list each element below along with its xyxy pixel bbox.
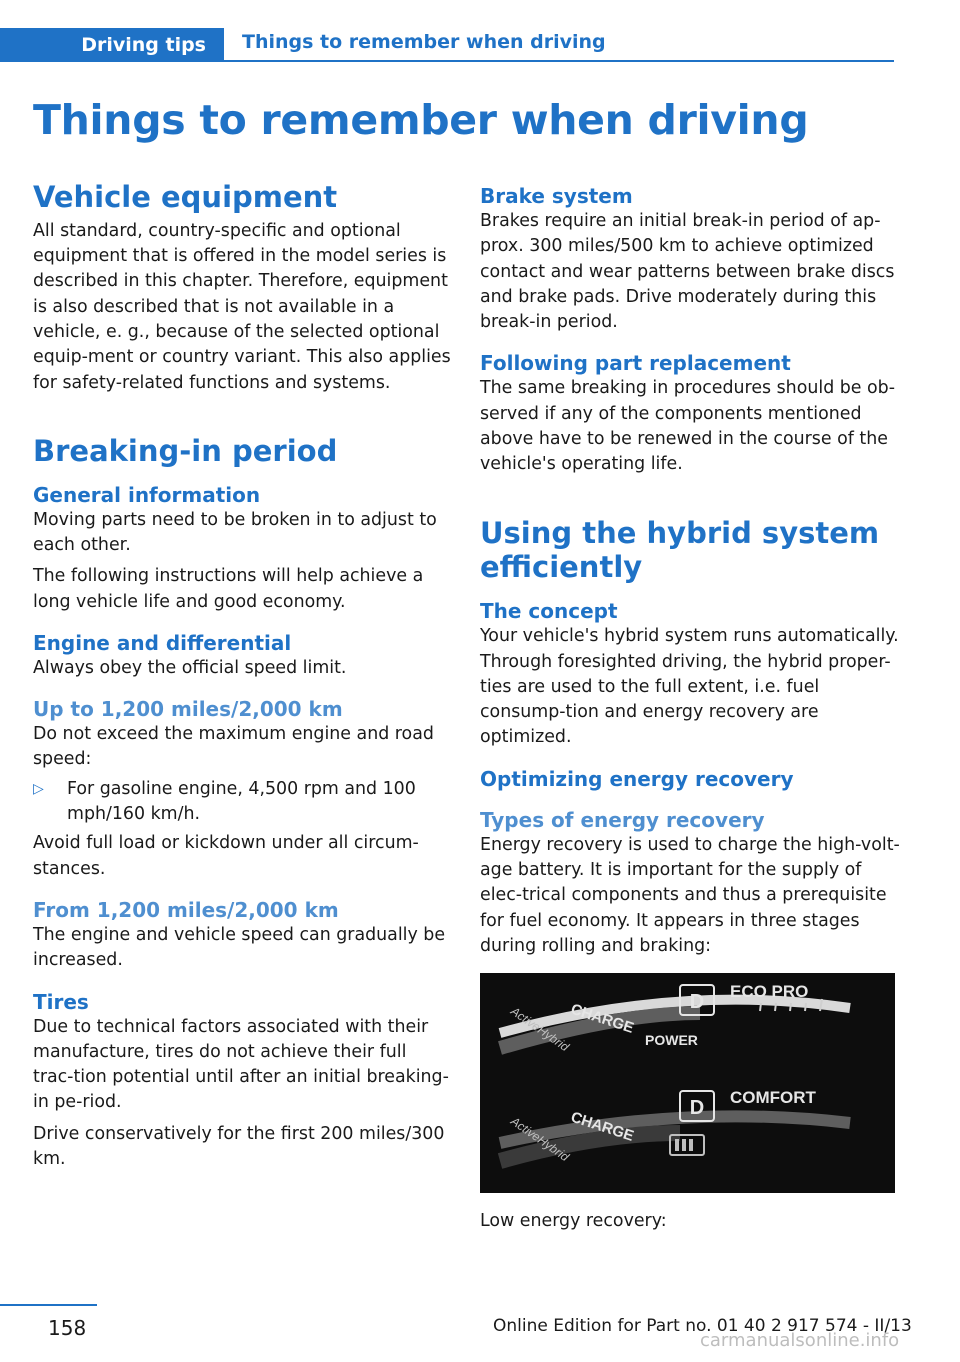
hybrid-gauge-figure <box>480 973 895 1193</box>
heading-concept: The concept <box>480 599 618 624</box>
paragraph-up-to: Do not exceed the maximum engine and road speed: <box>33 724 434 770</box>
paragraph-avoid-full-load: Avoid full load or kickdown under all circum-stances. <box>33 833 419 879</box>
paragraph-general-1: Moving parts need to be broken in to adjust to each other. <box>33 509 437 555</box>
paragraph-replacement: The same breaking in procedures should be ob-served if any of the components mentioned above have to be renewed in the course of the vehicle's operating life. <box>480 378 895 475</box>
brand-label-top: ActiveHybrid <box>508 1004 572 1055</box>
paragraph-from: The engine and vehicle speed can gradually be increased. <box>33 924 446 971</box>
right-column <box>480 184 900 1235</box>
power-label-top: POWER <box>645 1032 698 1049</box>
mode-label-bottom: COMFORT <box>730 1088 816 1108</box>
paragraph-brake: Brakes require an initial break-in period of ap-prox. 300 miles/500 km to achieve optimized contact and wear patterns between brake discs and brake pads. Drive moderately during this break-in period. <box>480 211 895 333</box>
heading-types-recovery: Types of energy recovery <box>480 807 765 832</box>
paragraph-engine: Always obey the official speed limit. <box>33 657 347 678</box>
section-tab-label: Driving tips <box>81 34 206 56</box>
bullet-text: For gasoline engine, 4,500 rpm and 100 mph/160 km/h. <box>67 778 416 825</box>
hybrid-gauge-illustration <box>480 973 895 1193</box>
heading-hybrid-system: Using the hybrid system efficiently <box>480 515 880 585</box>
heading-from-1200: From 1,200 miles/2,000 km <box>33 897 339 922</box>
page-title: Things to remember when driving <box>33 96 809 144</box>
paragraph-low-recovery: Low energy recovery: <box>480 1211 667 1232</box>
heading-up-to-1200: Up to 1,200 miles/2,000 km <box>33 697 343 722</box>
paragraph-vehicle-equipment: All standard, country-specific and optional equipment that is offered in the model series is described in this chapter. Therefore, equipment is also described that is not available in a vehicle, e. g., because of the selected optional equip-ment or country variant. This also applies for safety-related functions and systems. <box>33 220 451 393</box>
triangle-bullet-icon: ▷ <box>33 780 44 797</box>
paragraph-tires-1: Due to technical factors associated with their manufacture, tires do not achieve their full trac-tion potential until after an initial breaking-in pe-riod. <box>33 1016 449 1113</box>
gear-label-bottom: D <box>689 1097 705 1120</box>
edition-text: Online Edition for Part no. 01 40 2 917 574 - II/13 <box>493 1316 912 1336</box>
heading-engine-differential: Engine and differential <box>33 630 292 655</box>
mode-label-top: ECO PRO <box>730 982 809 1002</box>
gear-label-top: D <box>689 991 705 1014</box>
heading-brake-system: Brake system <box>480 184 633 208</box>
header-rule <box>224 60 894 62</box>
footer-rule <box>0 1304 97 1306</box>
paragraph-tires-2: Drive conservatively for the first 200 miles/300 km. <box>33 1123 445 1170</box>
brand-label-bottom: ActiveHybrid <box>508 1114 572 1165</box>
paragraph-concept: Your vehicle's hybrid system runs automatically. Through foresighted driving, the hybrid proper-ties are used to the full extent, i.e. fuel consump-tion and energy recovery are optimized. <box>480 626 899 748</box>
left-column <box>33 180 451 1172</box>
paragraph-general-2: The following instructions will help achieve a long vehicle life and good economy. <box>33 566 424 612</box>
paragraph-types: Energy recovery is used to charge the high-volt-age battery. It is important for the supply of elec-trical components and thus a prerequisite for fuel economy. It appears in three stages during rolling and braking: <box>480 834 900 956</box>
charge-label-top: CHARGE <box>568 1000 636 1038</box>
heading-part-replacement: Following part replacement <box>480 351 791 376</box>
breadcrumb: Things to remember when driving <box>242 31 606 53</box>
list-item <box>33 777 451 828</box>
page-number: 158 <box>48 1316 87 1340</box>
heading-optimizing-recovery: Optimizing energy recovery <box>480 766 794 791</box>
heading-tires: Tires <box>33 989 89 1014</box>
heading-breaking-in: Breaking-in period <box>33 433 338 468</box>
watermark: carmanualsonline.info <box>700 1330 900 1351</box>
charge-label-bottom: CHARGE <box>568 1108 636 1146</box>
section-tab <box>0 28 224 62</box>
heading-general-information: General information <box>33 482 261 507</box>
heading-vehicle-equipment: Vehicle equipment <box>33 180 338 214</box>
